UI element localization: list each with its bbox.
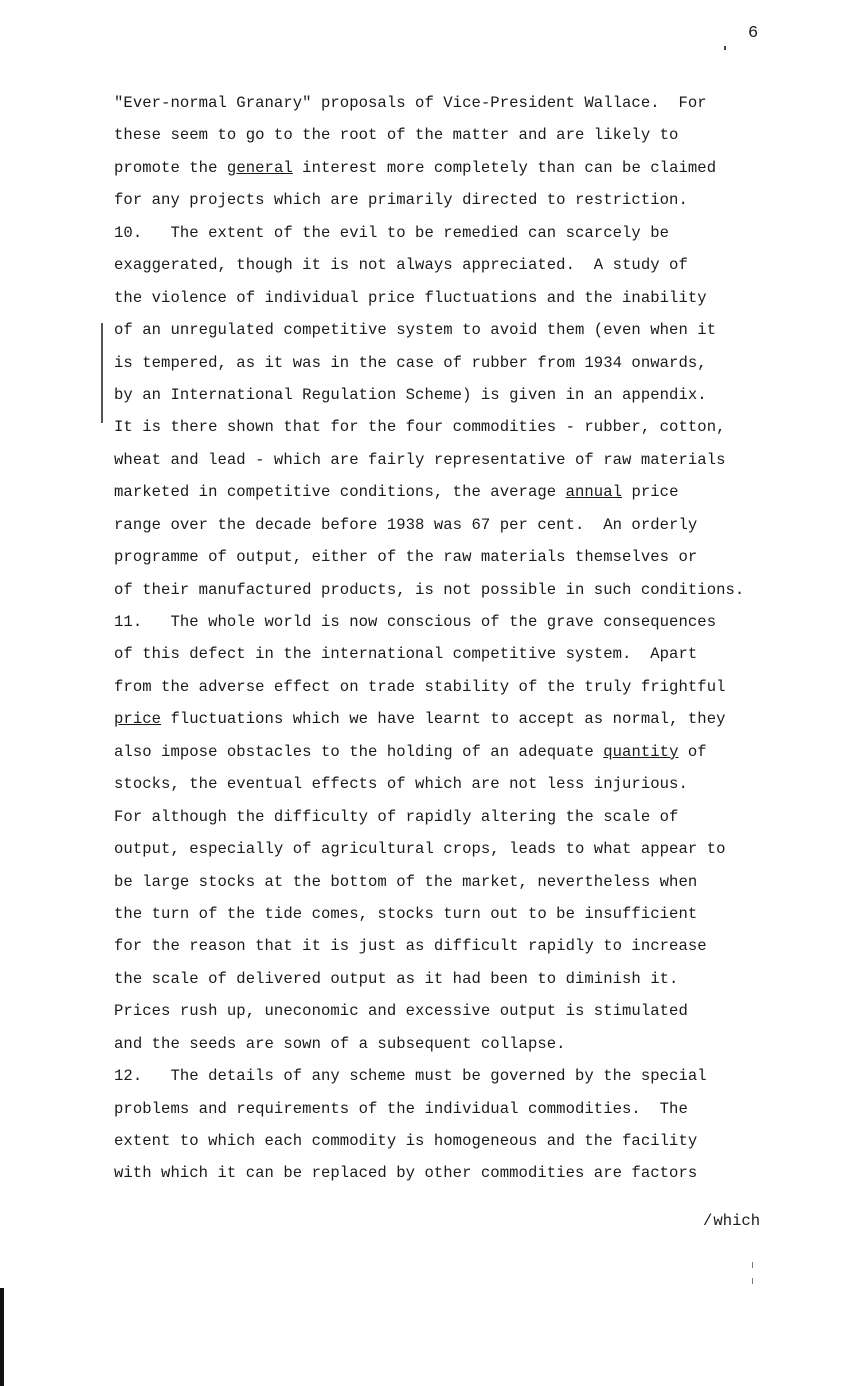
text-line: output, especially of agricultural crops, leads to what appear to bbox=[114, 840, 726, 859]
margin-mark bbox=[101, 323, 103, 423]
text-line: of this defect in the international competitive system. Apart bbox=[114, 645, 698, 664]
text-line: for any projects which are primarily directed to restriction. bbox=[114, 191, 688, 210]
text-line: from the adverse effect on trade stability of the truly frightful bbox=[114, 677, 726, 696]
text-line: wheat and lead - which are fairly representative of raw materials bbox=[114, 450, 726, 469]
text-line: the violence of individual price fluctuations and the inability bbox=[114, 288, 707, 307]
text-line: 11. The whole world is now conscious of the grave consequences bbox=[114, 613, 717, 631]
page-number: 6 bbox=[748, 24, 759, 43]
text-line: It is there shown that for the four commodities - rubber, cotton, bbox=[114, 418, 726, 437]
body-text bbox=[114, 92, 814, 1195]
text-line: programme of output, either of the raw materials themselves or bbox=[114, 548, 698, 567]
text-line: by an International Regulation Scheme) is given in an appendix. bbox=[114, 385, 707, 404]
text-line: exaggerated, though it is not always appreciated. A study of bbox=[114, 256, 688, 275]
tick-mark bbox=[724, 46, 726, 50]
margin-dot bbox=[752, 1278, 753, 1284]
text-line: stocks, the eventual effects of which are not less injurious. bbox=[114, 775, 688, 794]
text-line: price fluctuations which we have learnt to accept as normal, they bbox=[114, 710, 726, 729]
underlined-word: annual bbox=[565, 483, 623, 502]
text-line: Prices rush up, uneconomic and excessive output is stimulated bbox=[114, 1002, 688, 1021]
text-line: "Ever-normal Granary" proposals of Vice-President Wallace. For bbox=[114, 94, 707, 112]
scan-edge bbox=[0, 1288, 4, 1386]
text-line: marketed in competitive conditions, the average annual price bbox=[114, 483, 679, 502]
catchword-slash: / bbox=[703, 1212, 713, 1230]
text-line: of an unregulated competitive system to avoid them (even when it bbox=[114, 321, 717, 340]
underlined-word: price bbox=[114, 710, 162, 729]
text-line: 10. The extent of the evil to be remedied can scarcely be bbox=[114, 223, 670, 242]
text-line: also impose obstacles to the holding of an adequate quantity of bbox=[114, 742, 707, 761]
text-line: of their manufactured products, is not possible in such conditions. bbox=[114, 580, 745, 599]
text-line: for the reason that it is just as difficult rapidly to increase bbox=[114, 937, 707, 956]
text-line: the turn of the tide comes, stocks turn out to be insufficient bbox=[114, 904, 698, 923]
text-line: extent to which each commodity is homogeneous and the facility bbox=[114, 1132, 698, 1150]
text-line: range over the decade before 1938 was 67 per cent. An orderly bbox=[114, 515, 698, 534]
text-line: be large stocks at the bottom of the market, nevertheless when bbox=[114, 872, 698, 891]
text-line: with which it can be replaced by other commodities are factors bbox=[114, 1164, 698, 1183]
text-line: problems and requirements of the individual commodities. The bbox=[114, 1099, 688, 1118]
margin-dot bbox=[752, 1262, 753, 1268]
text-line: promote the general interest more completely than can be claimed bbox=[114, 158, 717, 177]
text-line: is tempered, as it was in the case of rubber from 1934 onwards, bbox=[114, 353, 707, 372]
text-line: these seem to go to the root of the matter and are likely to bbox=[114, 126, 679, 145]
text-line: and the seeds are sown of a subsequent collapse. bbox=[114, 1034, 566, 1053]
underlined-word: quantity bbox=[603, 742, 679, 761]
catchword-text: which bbox=[713, 1212, 761, 1230]
underlined-word: general bbox=[226, 158, 293, 177]
text-line: the scale of delivered output as it had been to diminish it. bbox=[114, 969, 679, 988]
catchword bbox=[703, 1212, 760, 1230]
text-line: For although the difficulty of rapidly altering the scale of bbox=[114, 807, 679, 826]
text-line: 12. The details of any scheme must be governed by the special bbox=[114, 1067, 707, 1086]
